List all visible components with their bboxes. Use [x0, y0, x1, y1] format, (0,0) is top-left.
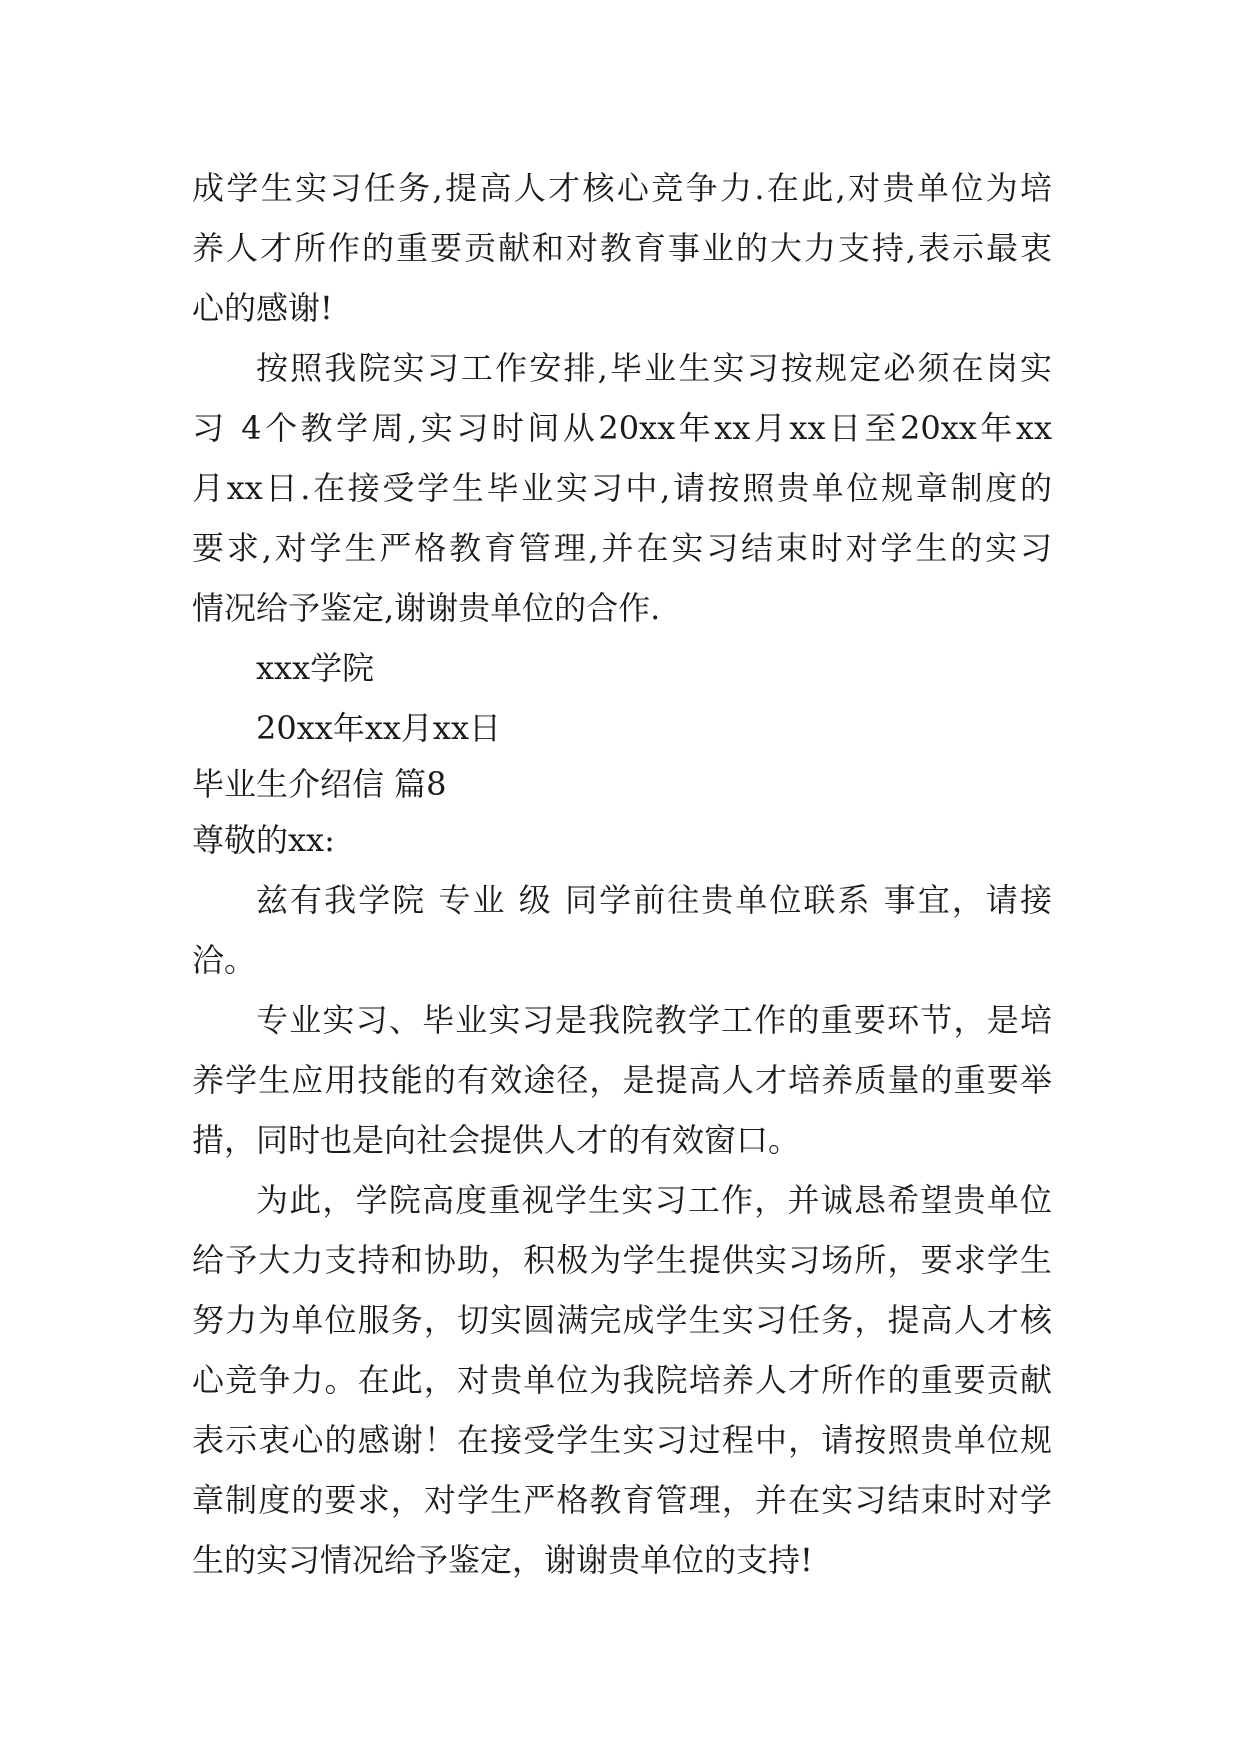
paragraph-first-line: 专业实习、毕业实习是我院教学工作的重要环节，是培: [256, 1001, 1052, 1039]
section-title: 毕业生介绍信 篇8: [192, 765, 447, 803]
salutation: 尊敬的xx:: [192, 821, 335, 859]
text-line: 习 4个教学周,实习时间从20xx年xx月xx日至20xx年xx: [192, 409, 1052, 447]
signature-institution: xxx学院: [256, 649, 375, 687]
paragraph-first-line: 按照我院实习工作安排,毕业生实习按规定必须在岗实: [256, 349, 1052, 387]
text-line: 表示衷心的感谢！在接受学生实习过程中，请按照贵单位规: [192, 1421, 1052, 1459]
text-line: 努力为单位服务，切实圆满完成学生实习任务，提高人才核: [192, 1301, 1052, 1339]
text-line: 养人才所作的重要贡献和对教育事业的大力支持,表示最衷: [192, 229, 1052, 267]
text-line: 情况给予鉴定,谢谢贵单位的合作.: [192, 589, 661, 627]
text-line: 月xx日.在接受学生毕业实习中,请按照贵单位规章制度的: [192, 469, 1052, 507]
signature-date: 20xx年xx月xx日: [256, 709, 502, 747]
text-line: 养学生应用技能的有效途径，是提高人才培养质量的重要举: [192, 1061, 1052, 1099]
text-line: 心的感谢!: [192, 289, 333, 327]
text-line: 成学生实习任务,提高人才核心竞争力.在此,对贵单位为培: [192, 169, 1052, 207]
text-line: 洽。: [192, 941, 257, 979]
paragraph-first-line: 为此，学院高度重视学生实习工作，并诚恳希望贵单位: [256, 1181, 1052, 1219]
paragraph-first-line: 兹有我学院 专业 级 同学前往贵单位联系 事宜，请接: [256, 881, 1052, 919]
text-line: 章制度的要求，对学生严格教育管理，并在实习结束时对学: [192, 1481, 1052, 1519]
text-line: 心竞争力。在此，对贵单位为我院培养人才所作的重要贡献: [192, 1361, 1052, 1399]
text-line: 要求,对学生严格教育管理,并在实习结束时对学生的实习: [192, 529, 1052, 567]
text-line: 给予大力支持和协助，积极为学生提供实习场所，要求学生: [192, 1241, 1052, 1279]
text-line: 生的实习情况给予鉴定，谢谢贵单位的支持!: [192, 1541, 813, 1579]
text-line: 措，同时也是向社会提供人才的有效窗口。: [192, 1121, 801, 1159]
